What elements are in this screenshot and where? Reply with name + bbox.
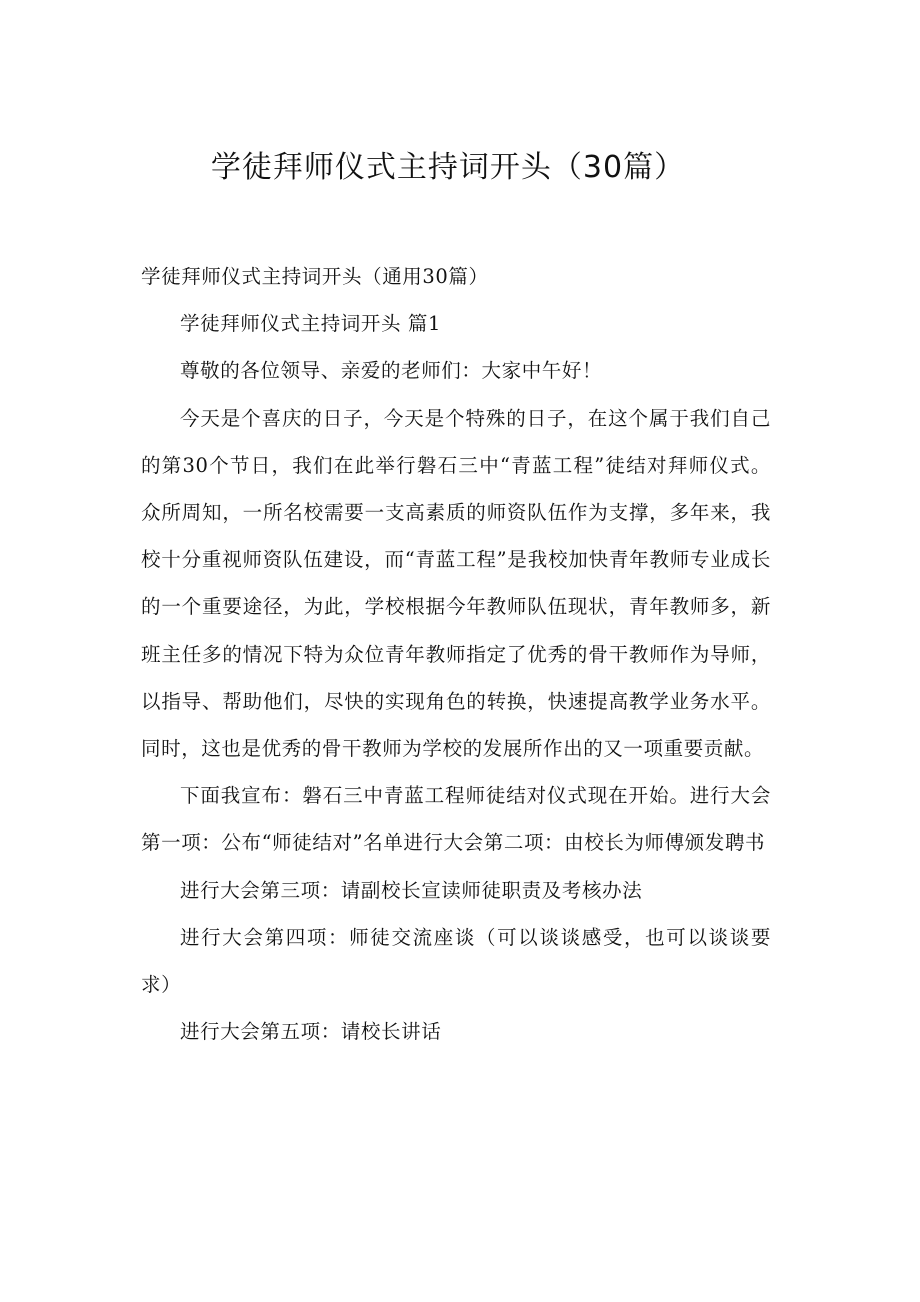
paragraph-agenda-item-5: 进行大会第五项：请校长讲话 <box>180 1020 442 1044</box>
paragraph-intro: 今天是个喜庆的日子，今天是个特殊的日子，在这个属于我们自己的第30个节日，我们在此举行磐石三中“青蓝工程”徒结对拜师仪式。众所周知，一所名校需要一支高素质的师资队伍作为支撑，多年来，我校十分重视师资队伍建设，而“青蓝工程”是我校加快青年教师专业成长的一个重要途径，为此，学校根据今年教师队伍现状，青年教师多，新班主任多的情况下特为众位青年教师指定了优秀的骨干教师作为导师，以指导、帮助他们，尽快的实现角色的转换，快速提高教学业务水平。同时，这也是优秀的骨干教师为学校的发展所作出的又一项重要贡献。 <box>141 406 771 761</box>
paragraph-greeting: 尊敬的各位领导、亲爱的老师们：大家中午好！ <box>180 359 603 383</box>
paragraph-agenda-start: 下面我宣布：磐石三中青蓝工程师徒结对仪式现在开始。进行大会第一项：公布“师徒结对”名单进行大会第二项：由校长为师傅颁发聘书 <box>141 784 771 855</box>
section-heading: 学徒拜师仪式主持词开头 篇1 <box>180 312 442 336</box>
document-title: 学徒拜师仪式主持词开头（30篇） <box>210 150 686 185</box>
paragraph-agenda-item-3: 进行大会第三项：请副校长宣读师徒职责及考核办法 <box>180 878 643 902</box>
document-subtitle: 学徒拜师仪式主持词开头（通用30篇） <box>141 265 489 288</box>
paragraph-agenda-item-4: 进行大会第四项：师徒交流座谈（可以谈谈感受，也可以谈谈要求） <box>141 925 771 997</box>
document-body <box>141 253 771 1055</box>
